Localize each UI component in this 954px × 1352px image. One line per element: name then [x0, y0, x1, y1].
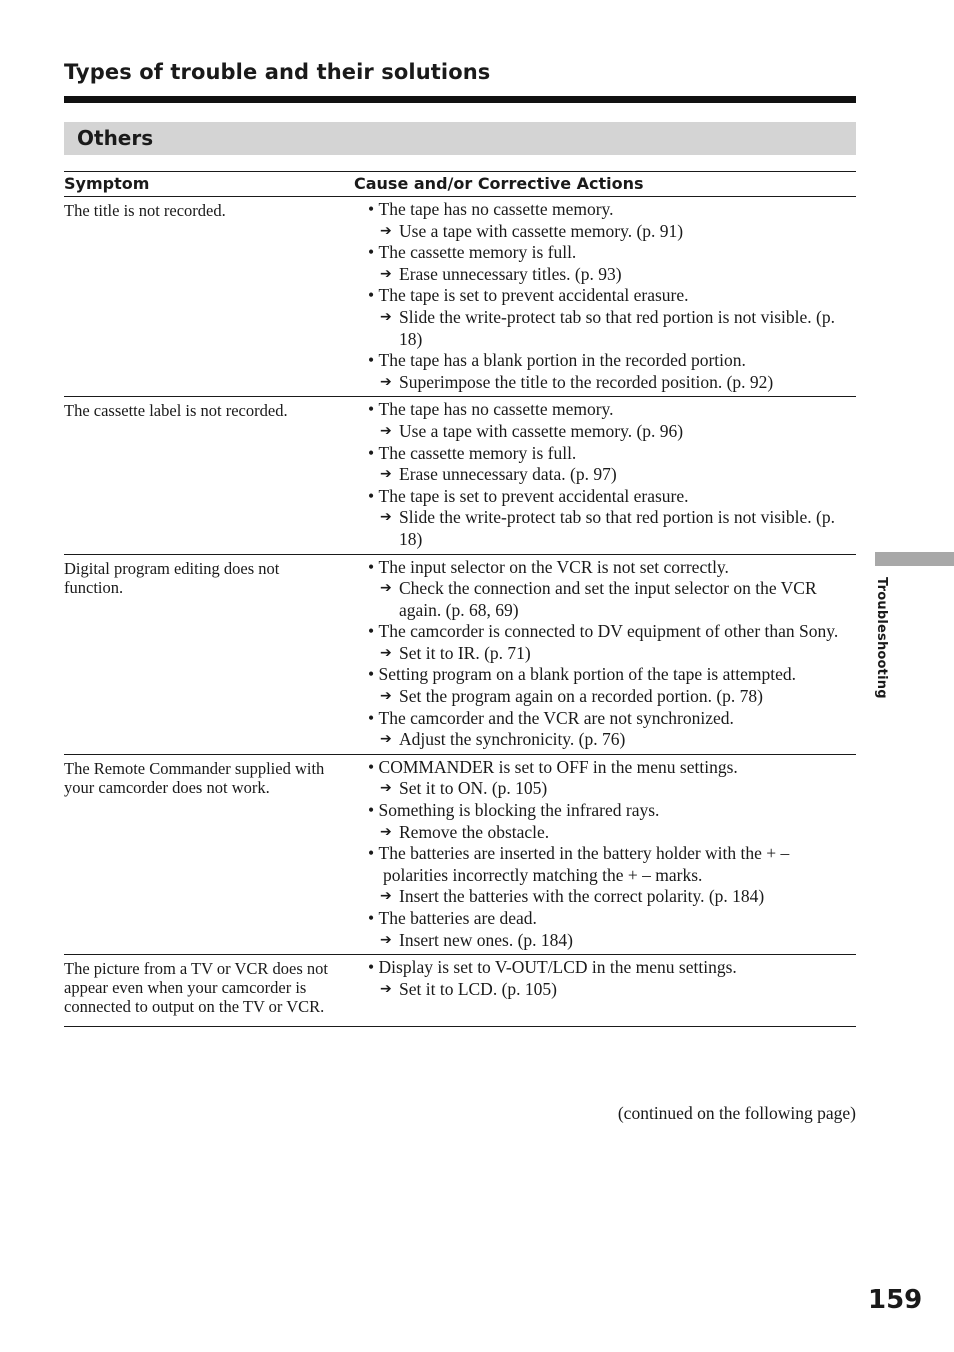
right-arrow-icon: ➔ — [380, 466, 392, 483]
action-item — [368, 778, 856, 800]
action-list — [368, 686, 856, 708]
symptom-cell: Digital program editing does not function. — [64, 554, 354, 754]
action-list — [368, 643, 856, 665]
cause-item — [368, 557, 856, 622]
column-header-cause: Cause and/or Corrective Actions — [354, 172, 856, 197]
cause-item — [368, 399, 856, 442]
action-list — [368, 464, 856, 486]
action-text: Insert the batteries with the correct polarity. (p. 184) — [399, 886, 765, 907]
table-header-row — [64, 172, 856, 197]
cause-text: • The tape is set to prevent accidental erasure. — [368, 285, 856, 307]
action-text: Set it to ON. (p. 105) — [399, 778, 548, 799]
action-text: Adjust the synchronicity. (p. 76) — [399, 729, 626, 750]
cause-cell — [354, 754, 856, 954]
right-arrow-icon: ➔ — [380, 509, 392, 526]
cause-item — [368, 757, 856, 800]
action-text: Set it to IR. (p. 71) — [399, 642, 531, 663]
action-item — [368, 979, 856, 1001]
action-text: Erase unnecessary data. (p. 97) — [399, 464, 617, 485]
cause-item — [368, 199, 856, 242]
cause-item — [368, 443, 856, 486]
cause-list — [368, 199, 856, 393]
cause-item — [368, 486, 856, 551]
action-item — [368, 886, 856, 908]
cause-cell — [354, 397, 856, 554]
cause-text: • The batteries are inserted in the battery holder with the + – polarities incorrectly matching the + – marks. — [368, 843, 856, 886]
cause-text: • Something is blocking the infrared rays. — [368, 800, 856, 822]
symptom-cell: The title is not recorded. — [64, 197, 354, 397]
cause-item — [368, 908, 856, 951]
cause-text: • Display is set to V-OUT/LCD in the menu settings. — [368, 957, 856, 979]
action-list — [368, 930, 856, 952]
cause-cell — [354, 554, 856, 754]
side-tab-bar — [875, 552, 954, 566]
right-arrow-icon: ➔ — [380, 888, 392, 905]
action-item — [368, 822, 856, 844]
cause-text: • The tape is set to prevent accidental erasure. — [368, 486, 856, 508]
action-text: Erase unnecessary titles. (p. 93) — [399, 263, 622, 284]
action-text: Set the program again on a recorded portion. (p. 78) — [399, 686, 763, 707]
action-item — [368, 686, 856, 708]
cause-item — [368, 285, 856, 350]
cause-item — [368, 843, 856, 908]
action-list — [368, 307, 856, 350]
action-item — [368, 421, 856, 443]
action-list — [368, 729, 856, 751]
action-item — [368, 221, 856, 243]
right-arrow-icon: ➔ — [380, 265, 392, 282]
cause-text: • The cassette memory is full. — [368, 242, 856, 264]
right-arrow-icon: ➔ — [380, 688, 392, 705]
cause-text: • The batteries are dead. — [368, 908, 856, 930]
cause-item — [368, 957, 856, 1000]
action-item — [368, 372, 856, 394]
cause-text: • The input selector on the VCR is not set correctly. — [368, 557, 856, 579]
action-item — [368, 507, 856, 550]
action-list — [368, 822, 856, 844]
cause-text: • COMMANDER is set to OFF in the menu settings. — [368, 757, 856, 779]
action-text: Remove the obstacle. — [399, 821, 550, 842]
table-row — [64, 554, 856, 754]
cause-list — [368, 399, 856, 550]
action-text: Check the connection and set the input selector on the VCR again. (p. 68, 69) — [399, 578, 817, 620]
right-arrow-icon: ➔ — [380, 980, 392, 997]
cause-item — [368, 708, 856, 751]
page-header: Types of trouble and their solutions — [64, 60, 491, 84]
cause-list — [368, 957, 856, 1000]
cause-text: • The tape has a blank portion in the recorded portion. — [368, 350, 856, 372]
action-text: Use a tape with cassette memory. (p. 91) — [399, 220, 684, 241]
action-item — [368, 643, 856, 665]
right-arrow-icon: ➔ — [380, 644, 392, 661]
cause-text: • Setting program on a blank portion of the tape is attempted. — [368, 664, 856, 686]
symptom-cell: The Remote Commander supplied with your camcorder does not work. — [64, 754, 354, 954]
cause-item — [368, 664, 856, 707]
action-list — [368, 372, 856, 394]
cause-item — [368, 800, 856, 843]
action-list — [368, 264, 856, 286]
right-arrow-icon: ➔ — [380, 731, 392, 748]
section-title: Others — [77, 126, 154, 150]
action-text: Slide the write-protect tab so that red portion is not visible. (p. 18) — [399, 306, 835, 349]
cause-cell — [354, 197, 856, 397]
header-rule — [64, 96, 856, 103]
symptom-cell: The cassette label is not recorded. — [64, 397, 354, 554]
right-arrow-icon: ➔ — [380, 580, 392, 597]
action-item — [368, 930, 856, 952]
side-tab-label: Troubleshooting — [874, 577, 889, 699]
table-row — [64, 955, 856, 1027]
action-text: Superimpose the title to the recorded position. (p. 92) — [399, 371, 774, 392]
cause-text: • The camcorder is connected to DV equipment of other than Sony. — [368, 621, 856, 643]
cause-text: • The tape has no cassette memory. — [368, 199, 856, 221]
page-number: 159 — [868, 1285, 923, 1315]
action-item — [368, 307, 856, 350]
action-list — [368, 578, 856, 621]
action-item — [368, 464, 856, 486]
cause-item — [368, 621, 856, 664]
action-item — [368, 264, 856, 286]
right-arrow-icon: ➔ — [380, 931, 392, 948]
table-body — [64, 197, 856, 1027]
section-bar — [64, 122, 856, 155]
action-text: Slide the write-protect tab so that red portion is not visible. (p. 18) — [399, 507, 835, 549]
cause-list — [368, 757, 856, 951]
action-list — [368, 979, 856, 1001]
action-list — [368, 886, 856, 908]
action-text: Insert new ones. (p. 184) — [399, 929, 573, 950]
troubleshooting-table — [64, 171, 856, 1027]
right-arrow-icon: ➔ — [380, 780, 392, 797]
cause-item — [368, 350, 856, 393]
right-arrow-icon: ➔ — [380, 222, 392, 239]
action-list — [368, 778, 856, 800]
column-header-symptom: Symptom — [64, 172, 354, 197]
right-arrow-icon: ➔ — [380, 823, 392, 840]
action-item — [368, 578, 856, 621]
table-row — [64, 197, 856, 397]
action-list — [368, 221, 856, 243]
right-arrow-icon: ➔ — [380, 422, 392, 439]
table-row — [64, 754, 856, 954]
action-item — [368, 729, 856, 751]
symptom-cell: The picture from a TV or VCR does not appear even when your camcorder is connected to output on the TV or VCR. — [64, 955, 354, 1027]
cause-item — [368, 242, 856, 285]
action-text: Set it to LCD. (p. 105) — [399, 978, 557, 999]
cause-text: • The tape has no cassette memory. — [368, 399, 856, 421]
right-arrow-icon: ➔ — [380, 308, 392, 325]
table-row — [64, 397, 856, 554]
action-list — [368, 507, 856, 550]
cause-cell — [354, 955, 856, 1027]
cause-text: • The cassette memory is full. — [368, 443, 856, 465]
action-list — [368, 421, 856, 443]
continued-note: (continued on the following page) — [617, 1103, 856, 1123]
cause-list — [368, 557, 856, 751]
right-arrow-icon: ➔ — [380, 373, 392, 390]
action-text: Use a tape with cassette memory. (p. 96) — [399, 420, 684, 441]
cause-text: • The camcorder and the VCR are not synchronized. — [368, 708, 856, 730]
